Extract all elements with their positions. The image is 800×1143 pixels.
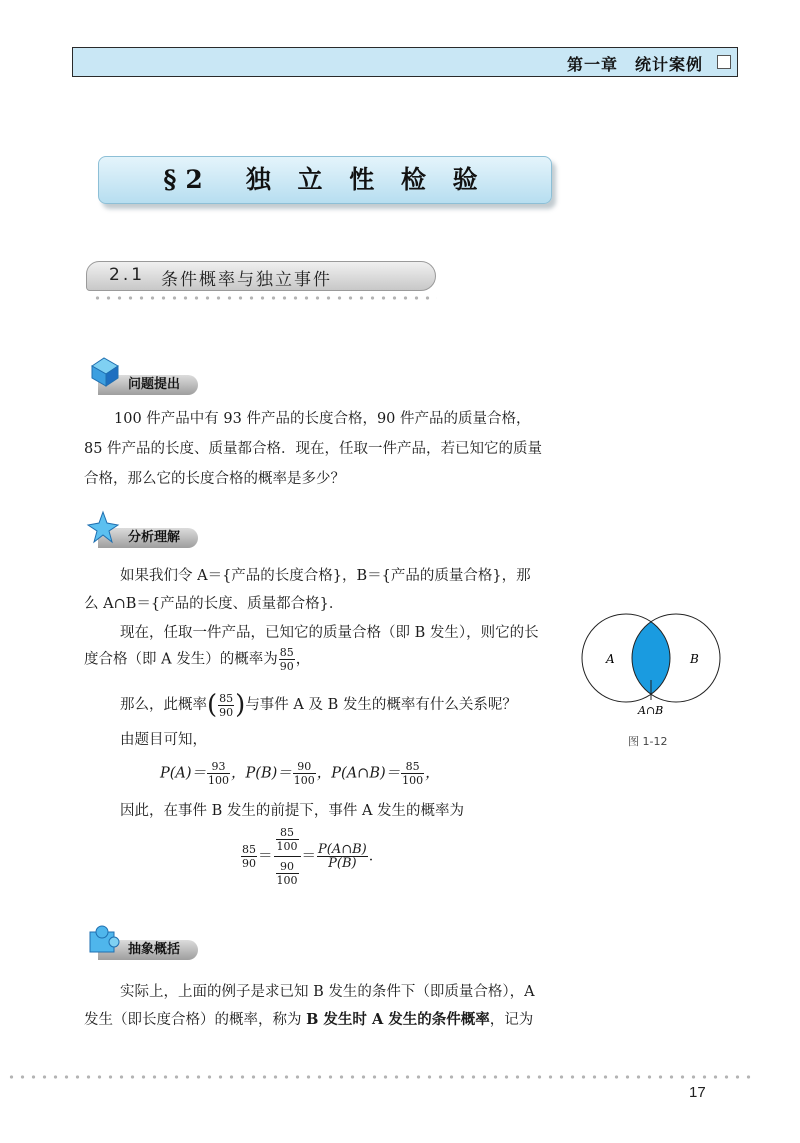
- label-b: B: [690, 652, 699, 666]
- analysis-label: 分析理解: [98, 528, 198, 548]
- compound-fraction: [274, 826, 301, 887]
- analysis-line-1: 如果我们令 A＝{产品的长度合格}，B＝{产品的质量合格}，那: [120, 568, 531, 584]
- analysis-line-4: 度合格（即 A 发生）的概率为 $\frac{85}{90}$ ，: [84, 646, 311, 673]
- fraction-pb: $\frac{90}{100}$: [293, 760, 315, 787]
- analysis-line-8: 因此，在事件 B 发生的前提下，事件 A 发生的概率为: [120, 803, 465, 819]
- conditional-probability-formula: $\frac{85}{90}$ ＝ $\frac{\frac{85}{100}}{\frac{90}{100}}$ ＝ $\frac{P(A\cap B)}{P(B)}$ ．: [242, 826, 384, 887]
- venn-diagram: [578, 610, 724, 722]
- analysis-line-2: 么 A∩B＝{产品的长度、质量都合格}．: [84, 596, 344, 612]
- label-a-intersect-b: A∩B: [638, 704, 664, 717]
- fraction-85-90-lhs: $\frac{85}{90}$: [242, 843, 256, 870]
- footer-dotted-divider: [6, 1075, 751, 1079]
- abstraction-label: 抽象概括: [98, 940, 198, 960]
- probability-formula: P(A)＝ $\frac{93}{100}$ ，P(B)＝ $\frac{90}{100}$ ，P(A∩B)＝ $\frac{85}{100}$ ，: [160, 760, 440, 787]
- subsection-number: 2.1: [109, 265, 146, 285]
- analysis-line-6: 由题目可知，: [120, 732, 207, 748]
- problem-label: 问题提出: [98, 375, 198, 395]
- problem-line: 100 件产品中有 93 件产品的长度合格，90 件产品的质量合格，: [114, 411, 531, 427]
- star-icon: [86, 510, 120, 544]
- puzzle-icon: [86, 922, 120, 956]
- page-number: 17: [689, 1084, 706, 1101]
- subsection-title: [86, 261, 436, 291]
- conditional-probability-term: B 发生时 A 发生的条件概率: [306, 1011, 490, 1028]
- problem-line: 85 件产品的长度、质量都合格．现在，任取一件产品，若已知它的质量: [84, 441, 543, 457]
- chapter-header: [72, 47, 738, 77]
- header-square-decoration: [717, 55, 731, 69]
- dotted-divider: [92, 296, 437, 300]
- fraction-90-100: $\frac{90}{100}$: [276, 860, 298, 887]
- problem-line: 合格，那么它的长度合格的概率是多少？: [84, 471, 345, 487]
- chapter-header-text: 第一章 统计案例: [566, 55, 703, 74]
- abstraction-line-1: 实际上，上面的例子是求已知 B 发生的条件下（即质量合格），A: [120, 984, 535, 1000]
- fraction-pab-over-pb: $\frac{P(A\cap B)}{P(B)}$: [318, 842, 367, 871]
- section-title: §2 独 立 性 检 验: [98, 156, 552, 204]
- figure-caption: 图 1-12: [628, 735, 668, 748]
- fraction-85-90: $\frac{85}{90}$: [279, 646, 294, 673]
- fraction-pab: $\frac{85}{100}$: [402, 760, 424, 787]
- fraction-85-100: $\frac{85}{100}$: [276, 826, 298, 853]
- abstraction-line-2: 发生（即长度合格）的概率，称为 B 发生时 A 发生的条件概率，记为: [84, 1011, 534, 1028]
- problem-paragraph: [84, 404, 564, 494]
- label-a: A: [606, 652, 615, 666]
- analysis-line-3: 现在，任取一件产品，已知它的质量合格（即 B 发生），则它的长: [120, 625, 539, 641]
- fraction-pa: $\frac{93}{100}$: [208, 760, 230, 787]
- fraction-85-90-paren: $\frac{85}{90}$: [219, 691, 234, 719]
- subsection-text: 条件概率与独立事件: [161, 270, 332, 290]
- analysis-line-5: 那么，此概率( $\frac{85}{90}$ )与事件 A 及 B 发生的概率有什么关系呢？: [120, 690, 517, 720]
- cube-icon: [88, 352, 122, 388]
